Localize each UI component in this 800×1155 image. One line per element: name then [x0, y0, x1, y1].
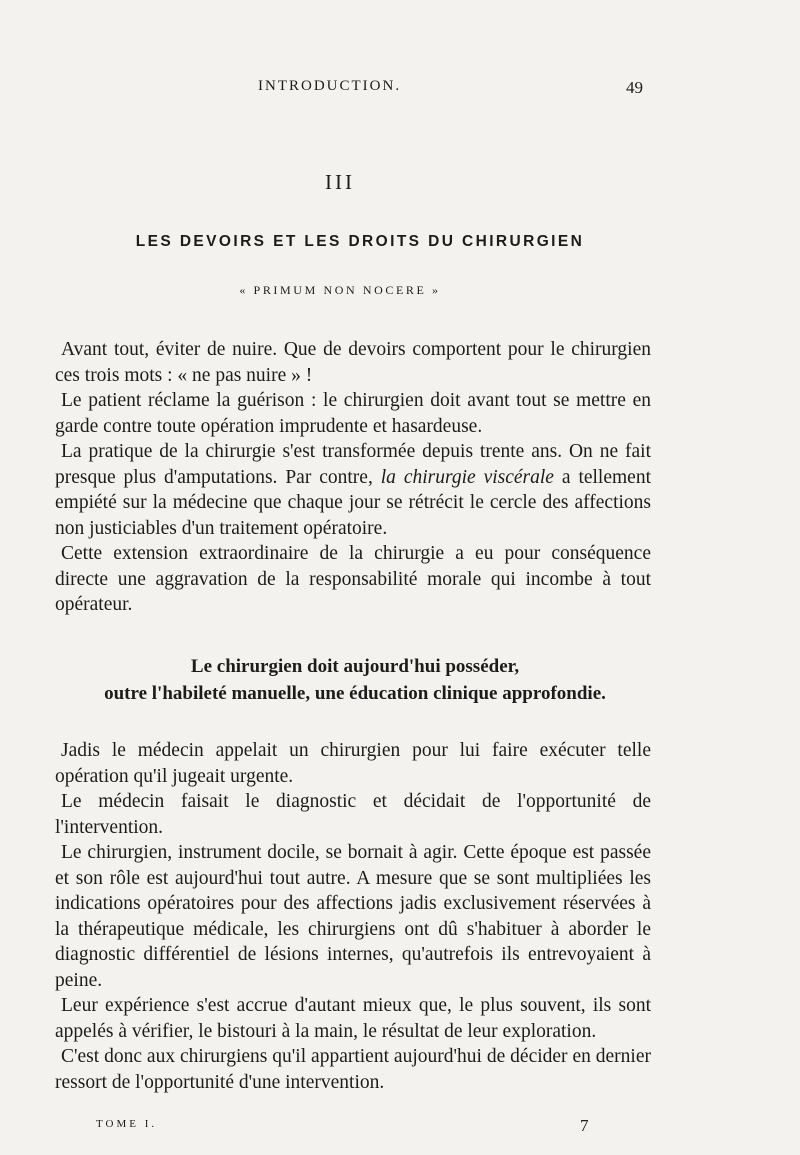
- main-text-block: [55, 738, 651, 1095]
- paragraph: Le patient réclame la guérison : le chirurgien doit avant tout se mettre en garde contre toute opération imprudente et hasardeuse.: [55, 390, 651, 437]
- page-number: 49: [626, 78, 643, 97]
- paragraph: Le médecin faisait le diagnostic et décidait de l'opportunité de l'intervention.: [55, 791, 651, 838]
- paragraph-text: a tellement empiété sur la médecine que chaque jour se rétrécit le cercle des affections non justiciables d'un traitement opératoire.: [55, 466, 651, 539]
- epigraph: « PRIMUM NON NOCERE »: [239, 283, 441, 297]
- section-number: III: [325, 170, 355, 194]
- paragraph: Jadis le médecin appelait un chirurgien pour lui faire exécuter telle opération qu'il jugeait urgente.: [55, 740, 651, 787]
- sheet-number: 7: [580, 1116, 589, 1135]
- paragraph: Leur expérience s'est accrue d'autant mieux que, le plus souvent, ils sont appelés à vérifier, le bistouri à la main, le résultat de leur exploration.: [55, 995, 651, 1042]
- paragraph: [55, 439, 651, 541]
- paragraph: Cette extension extraordinaire de la chirurgie a eu pour conséquence directe une aggravation de la responsabilité morale qui incombe à tout opérateur.: [55, 543, 651, 615]
- subheading: [55, 653, 655, 707]
- subheading-line: Le chirurgien doit aujourd'hui posséder,: [190, 656, 520, 677]
- paragraph: Avant tout, éviter de nuire. Que de devoirs comportent pour le chirurgien ces trois mots : « ne pas nuire » !: [55, 339, 651, 386]
- paragraph: C'est donc aux chirurgiens qu'il appartient aujourd'hui de décider en dernier ressort de l'opportunité d'une intervention.: [55, 1046, 651, 1093]
- running-title: INTRODUCTION.: [258, 78, 402, 94]
- subheading-line: outre l'habileté manuelle, une éducation clinique approfondie.: [104, 683, 606, 704]
- intro-text-block: [55, 337, 651, 618]
- paragraph-text: La pratique de la chirurgie s'est transformée depuis trente ans. On ne fait presque plus d'amputations. Par contre,: [55, 441, 651, 488]
- emphasized-text: la chirurgie viscérale: [380, 466, 554, 488]
- running-head: [0, 78, 800, 102]
- section-title: LES DEVOIRS ET LES DROITS DU CHIRURGIEN: [135, 233, 585, 250]
- paragraph: Le chirurgien, instrument docile, se bornait à agir. Cette époque est passée et son rôle est aujourd'hui tout autre. A mesure que se sont multipliées les indications opératoires pour des affections jadis exclusivement réservées à la thérapeutique médicale, les chirurgiens ont dû s'habituer à aborder le diagnostic différentiel de lésions internes, qu'autrefois ils entrevoyaient à peine.: [55, 842, 651, 991]
- signature-mark: TOME I.: [96, 1118, 158, 1130]
